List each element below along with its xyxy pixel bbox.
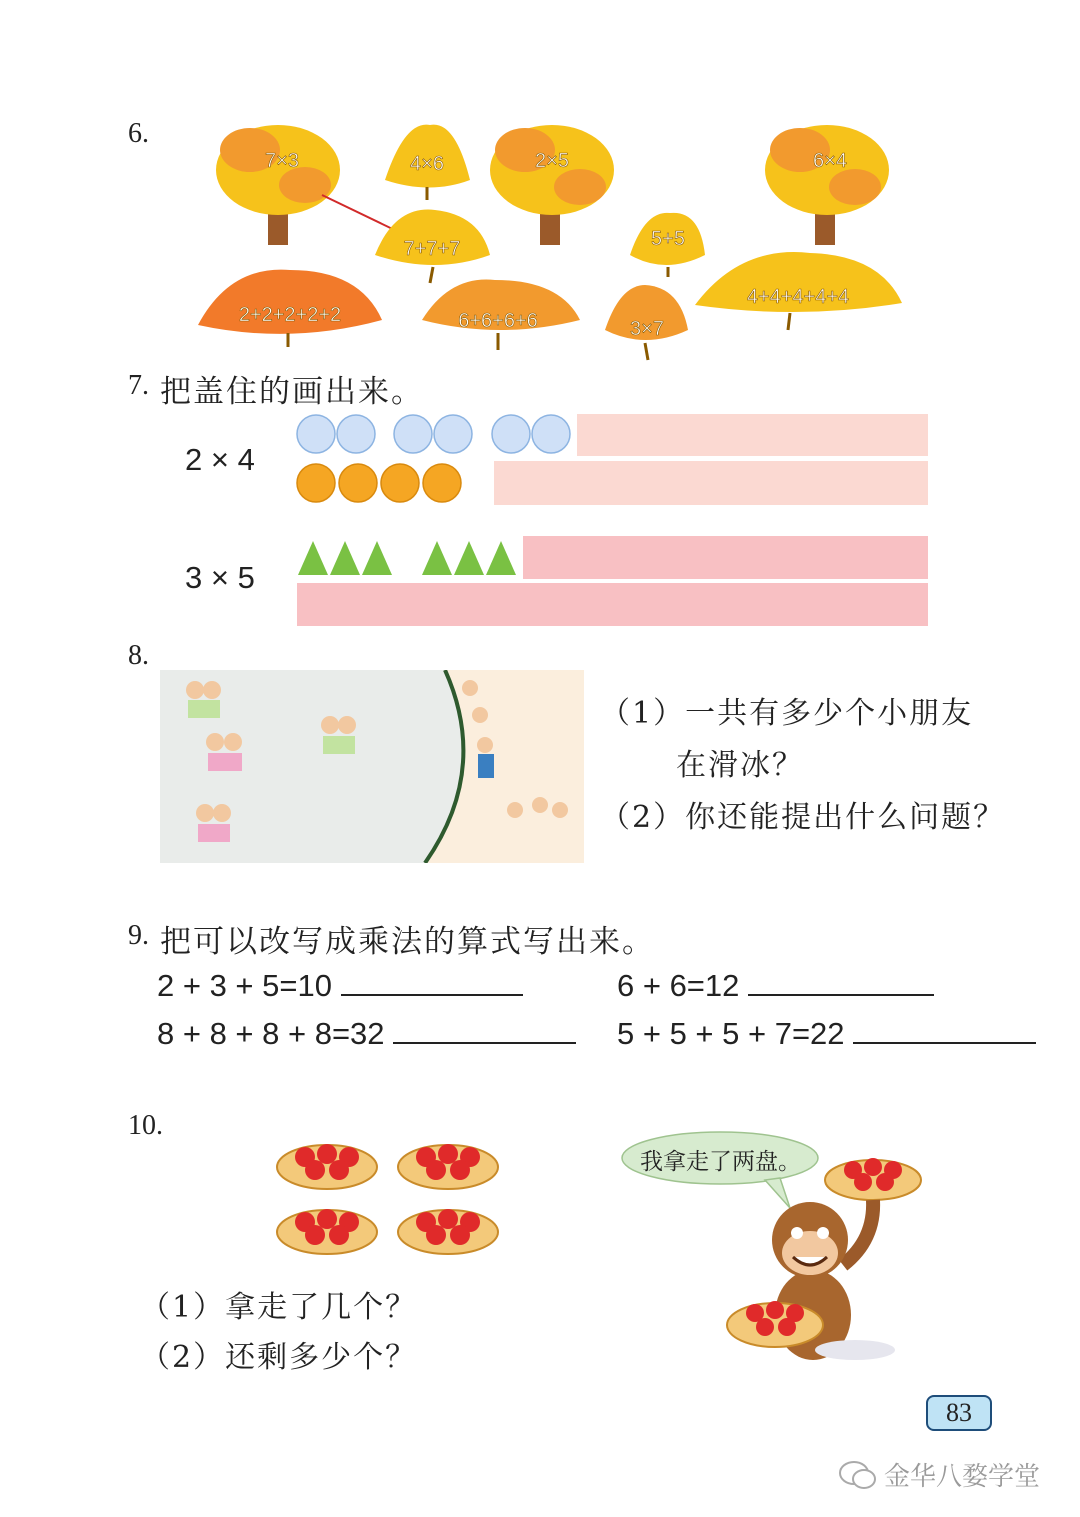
triangle-icon: [486, 541, 516, 575]
cover-bar: [523, 536, 928, 579]
q10-number: 10.: [128, 1110, 163, 1141]
leaf-label: 4+4+4+4+4: [746, 286, 850, 308]
answer-blank[interactable]: [748, 966, 934, 996]
sad-face-icon: [297, 464, 335, 502]
answer-blank[interactable]: [393, 1014, 576, 1044]
leaf-label: 3×7: [630, 318, 664, 340]
cover-bar: [577, 414, 928, 456]
triangles-row: [296, 537, 521, 579]
leaf-label: 6+6+6+6: [458, 310, 538, 332]
triangle-icon: [298, 541, 328, 575]
q10-sub1: （1）拿走了几个？: [140, 1290, 418, 1325]
triangle-icon: [454, 541, 484, 575]
q7-row1-label: 2 × 4: [185, 442, 255, 477]
tree-icon: [216, 125, 340, 245]
watermark: [838, 1456, 1040, 1493]
q8-sub1-line2: 在滑冰？: [676, 748, 804, 783]
sad-face-icon: [423, 464, 461, 502]
q9-item: [617, 966, 934, 1004]
apple-plate-icon: [825, 1158, 921, 1200]
answer-blank[interactable]: [853, 1014, 1036, 1044]
tree-icon: [765, 125, 889, 245]
q9-item: [157, 966, 523, 1004]
leaf-label: 2+2+2+2+2: [238, 304, 342, 326]
apple-plate-icon: [398, 1144, 498, 1189]
q8-sub2-text: 你还能提出什么问题？: [685, 800, 1006, 835]
smiley-icon: [337, 415, 375, 453]
q7-title: 把盖住的画出来。: [160, 374, 424, 410]
leaf-label: 7+7+7: [403, 238, 461, 260]
q9-title: 把可以改写成乘法的算式写出来。: [160, 924, 655, 960]
q8-sub1-label: （1）: [600, 696, 686, 731]
tree-label: 7×3: [265, 150, 299, 172]
q6-number: 6.: [128, 118, 149, 149]
smiley-icon: [434, 415, 472, 453]
page-number: 83: [926, 1395, 992, 1431]
apple-plate-icon: [277, 1144, 377, 1189]
q9-item: [157, 1014, 576, 1052]
q7-row2-label: 3 × 5: [185, 560, 255, 595]
q9-expr: 8 + 8 + 8 + 8=32: [157, 1016, 385, 1051]
apple-plate-icon: [398, 1209, 498, 1254]
tree-label: 2×5: [535, 150, 569, 172]
q9-item: [617, 1014, 1036, 1052]
q8-number: 8.: [128, 640, 149, 671]
triangle-icon: [362, 541, 392, 575]
triangle-icon: [422, 541, 452, 575]
tree-icon: [490, 125, 614, 245]
q9-expr: 6 + 6=12: [617, 968, 740, 1003]
q10-sub2: （2）还剩多少个？: [140, 1340, 418, 1375]
q6-illustration: [190, 115, 920, 365]
sad-face-icon: [339, 464, 377, 502]
smiley-icon: [492, 415, 530, 453]
q8-sub2: [600, 792, 1005, 836]
q9-expr: 2 + 3 + 5=10: [157, 968, 332, 1003]
cover-bar: [297, 583, 928, 626]
smiley-icon: [394, 415, 432, 453]
sad-face-icon: [381, 464, 419, 502]
leaf-label: 4×6: [410, 153, 444, 175]
watermark-text: 金华八婺学堂: [884, 1462, 1041, 1492]
leaf-label: 5+5: [651, 228, 685, 250]
apple-plates: [275, 1132, 505, 1262]
q9-number: 9.: [128, 920, 149, 951]
q8-sub1-line1: 一共有多少个小朋友: [685, 696, 974, 731]
triangle-icon: [330, 541, 360, 575]
skating-rink-picture: [160, 670, 584, 863]
smiley-icon: [297, 415, 335, 453]
speech-text: 我拿走了两盘。: [640, 1149, 801, 1175]
monkey-icon: [725, 1145, 930, 1365]
wechat-icon: [838, 1459, 878, 1491]
answer-blank[interactable]: [341, 966, 523, 996]
q8-sub2-label: （2）: [600, 800, 686, 835]
q8-sub1: [600, 688, 973, 732]
apple-plate-icon: [277, 1209, 377, 1254]
smiley-icon: [532, 415, 570, 453]
tree-label: 6×4: [813, 150, 847, 172]
cover-bar: [494, 461, 928, 505]
q9-expr: 5 + 5 + 5 + 7=22: [617, 1016, 845, 1051]
q7-number: 7.: [128, 370, 149, 401]
